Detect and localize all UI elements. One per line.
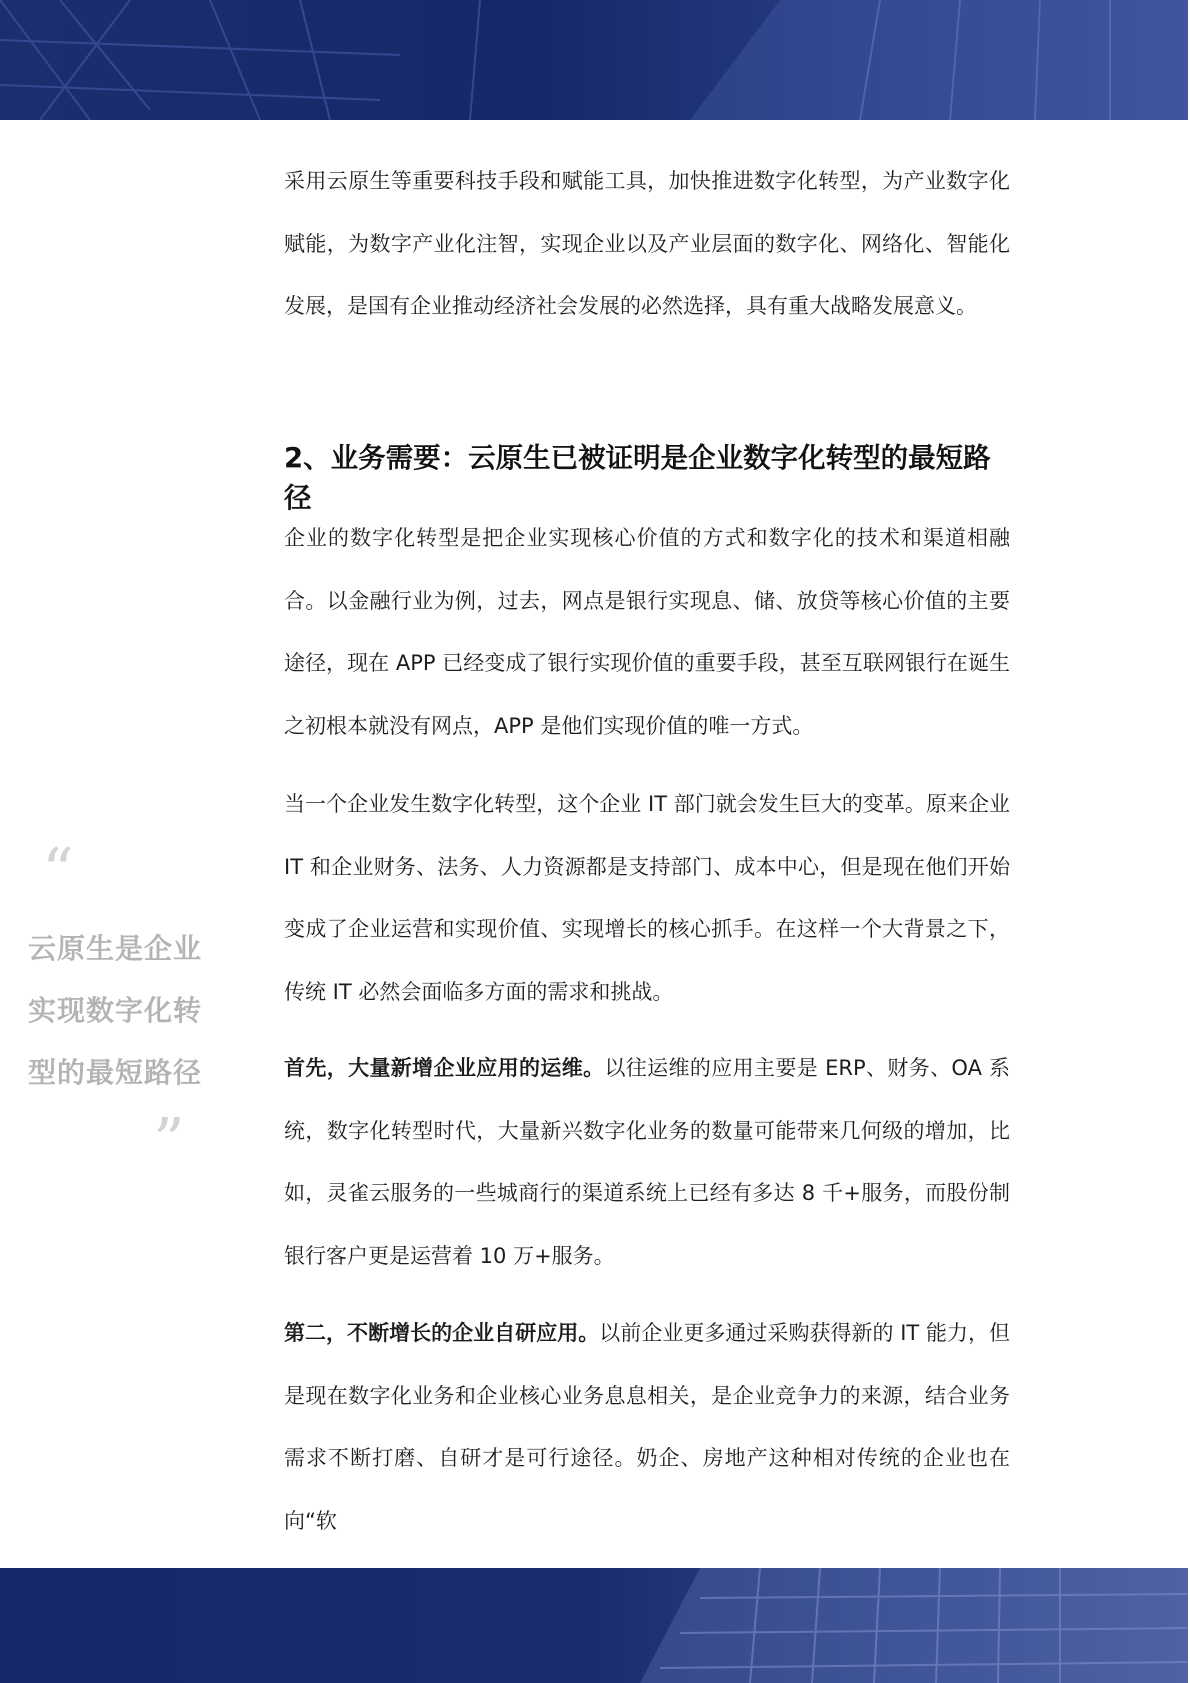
header-band bbox=[0, 0, 1190, 120]
paragraph-4 bbox=[284, 1302, 1010, 1552]
close-quote-icon: ” bbox=[153, 1104, 185, 1177]
paragraph-4-body: 以前企业更多通过采购获得新的 IT 能力，但是现在数字化业务和企业核心业务息息相关，是企业竞争力的来源，结合业务需求不断打磨、自研才是可行途径。奶企、房地产这种相对传统的企业也在向“软 bbox=[284, 1321, 1011, 1533]
paragraph-2: 当一个企业发生数字化转型，这个企业 IT 部门就会发生巨大的变革。原来企业 IT 和企业财务、法务、人力资源都是支持部门、成本中心，但是现在他们开始变成了企业运营和实现价值、实现增长的核心抓手。在这样一个大背景之下，传统 IT 必然会面临多方面的需求和挑战。 bbox=[284, 792, 1010, 1004]
body-text bbox=[284, 1037, 1010, 1287]
body-text bbox=[284, 773, 1010, 1023]
paragraph-3-body: 以往运维的应用主要是 ERP、财务、OA 系统，数字化转型时代，大量新兴数字化业务的数量可能带来几何级的增加，比如，灵雀云服务的一些城商行的渠道系统上已经有多达 8 千+服务，而股份制银行客户更是运营着 10 万+服务。 bbox=[284, 1056, 1010, 1268]
paragraph-3 bbox=[284, 1037, 1010, 1287]
intro-section bbox=[284, 150, 1010, 338]
paragraph-3-lead: 首先，大量新增企业应用的运维。 bbox=[284, 1056, 605, 1080]
section bbox=[284, 438, 1010, 518]
section-heading: 2、业务需要：云原生已被证明是企业数字化转型的最短路径 bbox=[284, 442, 991, 514]
building-windows-graphic bbox=[0, 1568, 1190, 1683]
body-text bbox=[284, 507, 1010, 757]
building-lines-graphic bbox=[0, 0, 1190, 120]
body-text bbox=[284, 1302, 1010, 1552]
pull-quote-text: 云原生是企业实现数字化转型的最短路径 bbox=[28, 932, 203, 1089]
paragraph-1: 企业的数字化转型是把企业实现核心价值的方式和数字化的技术和渠道相融合。以金融行业为例，过去，网点是银行实现息、储、放贷等核心价值的主要途径，现在 APP 已经变成了银行实现价值的重要手段，甚至互联网银行在诞生之初根本就没有网点，APP 是他们实现价值的唯一方式。 bbox=[284, 526, 1010, 738]
intro-paragraph: 采用云原生等重要科技手段和赋能工具，加快推进数字化转型，为产业数字化赋能，为数字产业化注智，实现企业以及产业层面的数字化、网络化、智能化发展，是国有企业推动经济社会发展的必然选择，具有重大战略发展意义。 bbox=[284, 169, 1010, 318]
paragraph-4-lead: 第二，不断增长的企业自研应用。 bbox=[284, 1321, 600, 1345]
open-quote-icon: “ bbox=[42, 834, 74, 907]
footer-band bbox=[0, 1568, 1190, 1683]
